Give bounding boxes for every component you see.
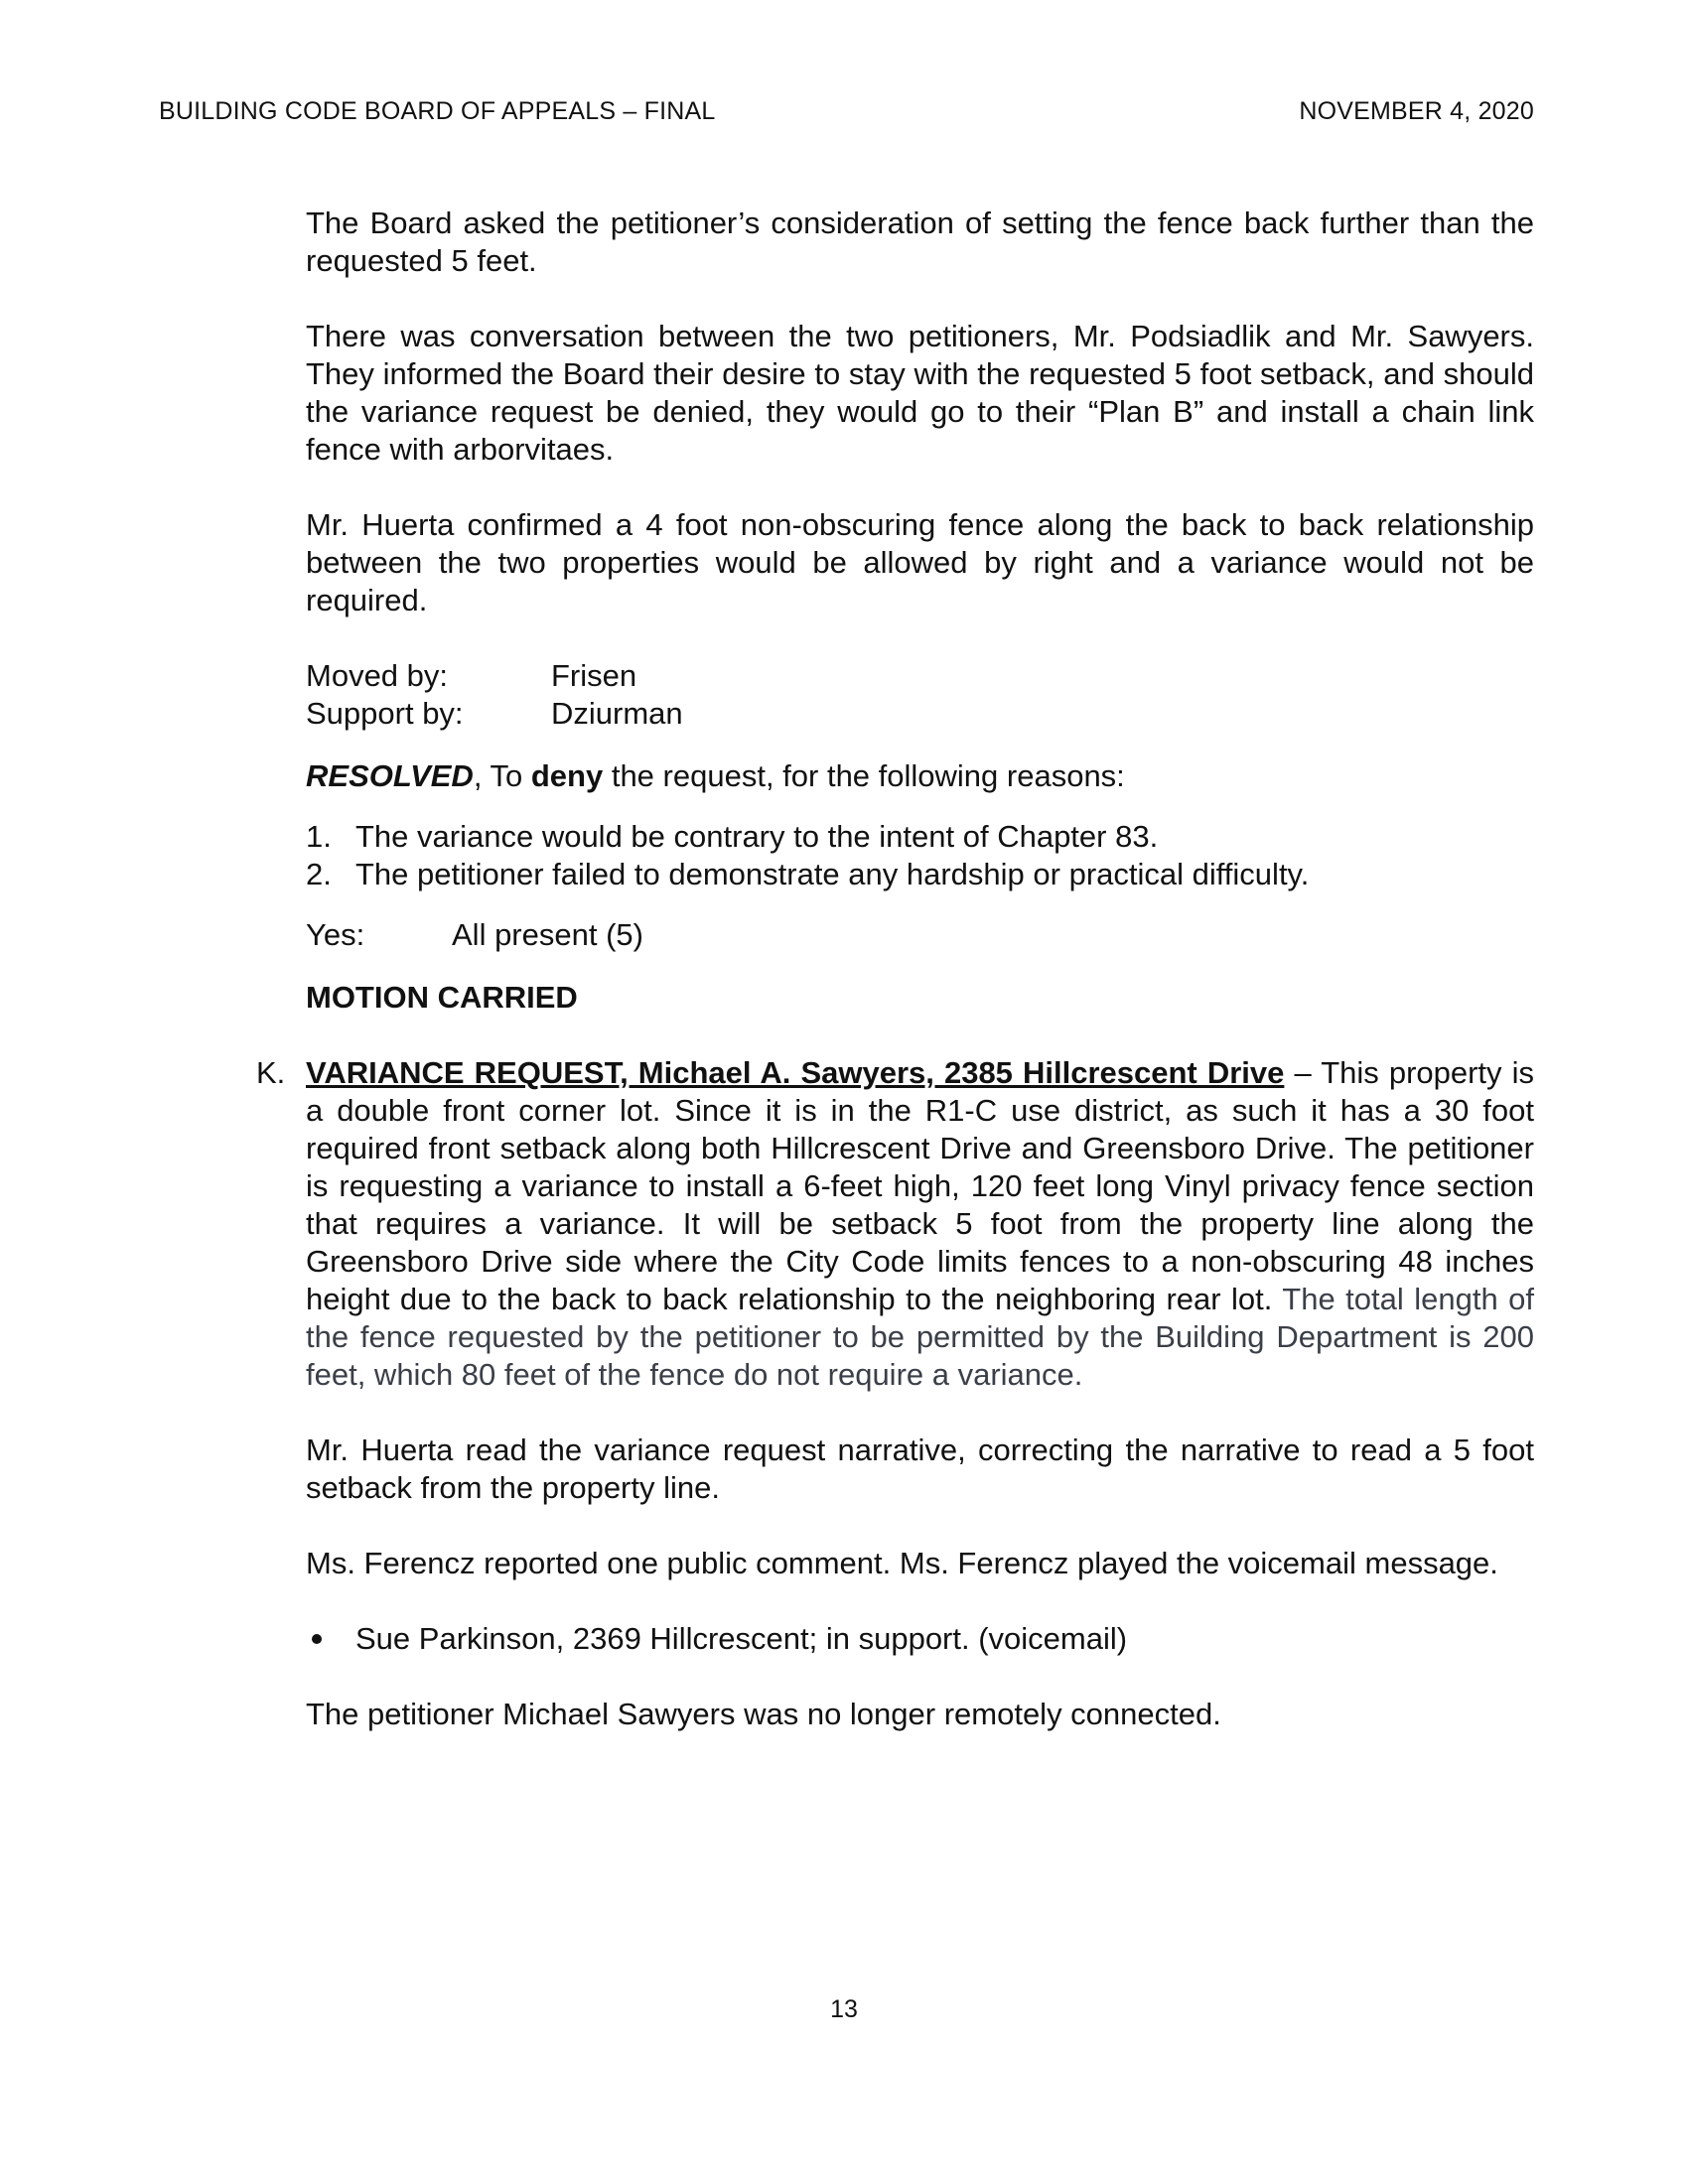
page-number: 13 [830,1995,858,2023]
reason-text: The variance would be contrary to the intent of Chapter 83. [355,819,1159,854]
resolved-deny: deny [530,758,604,793]
header-date: NOVEMBER 4, 2020 [1299,97,1534,125]
resolved-keyword: RESOLVED [306,758,474,793]
header-title: BUILDING CODE BOARD OF APPEALS – FINAL [159,97,716,125]
bullet-icon [312,1634,322,1644]
public-comment-item [306,1620,1534,1658]
document-body [256,205,1535,1771]
item-description: – This property is a double front corner lot. Since it is in the R1-C use district, as such it has a 30 foot required front setback along both Hillcrescent Drive and Greensboro Drive. The petitioner is requesting a variance to install a 6-feet high, 120 feet long Vinyl privacy fence section that requires a variance. It will be setback 5 foot from the property line along the Greensboro Drive side where the City Code limits fences to a non-obscuring 48 inches height due to the back to back relationship to the neighboring rear lot. [306,1055,1535,1316]
list-item [306,856,1534,893]
motion-movers [306,657,1534,733]
moved-by-value: Frisen [551,658,637,693]
reason-number: 1. [306,819,332,854]
item-title: VARIANCE REQUEST, Michael A. Sawyers, 2385 Hillcrescent Drive [306,1055,1285,1090]
agenda-item-k [256,1054,1535,1394]
resolved-rest: the request, for the following reasons: [603,758,1125,793]
motion-carried: MOTION CARRIED [306,980,578,1015]
moved-by-label: Moved by: [306,658,449,693]
paragraph-ferencz: Ms. Ferencz reported one public comment. Ms. Ferencz played the voicemail message. [306,1546,1498,1580]
item-description-gray: The total length of the fence requested by the petitioner to be permitted by the Building Department is 200 feet, which 80 feet of the fence do not require a variance. [306,1282,1534,1392]
reason-text: The petitioner failed to demonstrate any hardship or practical difficulty. [355,857,1310,891]
moved-by-row [306,657,1534,695]
support-by-value: Dziurman [551,696,683,731]
paragraph-board-asked: The Board asked the petitioner’s consideration of setting the fence back further than the requested 5 feet. [306,205,1534,278]
vote-label: Yes: [306,917,365,952]
paragraph-petitioner-disconnected: The petitioner Michael Sawyers was no longer remotely connected. [306,1697,1221,1731]
list-item [306,818,1534,856]
paragraph-huerta-read: Mr. Huerta read the variance request narrative, correcting the narrative to read a 5 foot setback from the property line. [306,1433,1534,1505]
support-by-row [306,695,1534,733]
paragraph-conversation: There was conversation between the two petitioners, Mr. Podsiadlik and Mr. Sawyers. They informed the Board their desire to stay with the requested 5 foot setback, and should the variance request be denied, they would go to their “Plan B” and install a chain link fence with arborvitaes. [306,319,1534,467]
vote-row [306,916,1534,954]
reasons-list [306,818,1534,893]
support-by-label: Support by: [306,696,464,731]
item-letter: K. [256,1055,286,1090]
public-comment-text: Sue Parkinson, 2369 Hillcrescent; in support. (voicemail) [355,1621,1128,1656]
vote-value: All present (5) [452,917,643,952]
paragraph-huerta-confirmed: Mr. Huerta confirmed a 4 foot non-obscuring fence along the back to back relationship between the two properties would be allowed by right and a variance would not be required. [306,507,1534,617]
reason-number: 2. [306,857,332,891]
resolved-statement [306,757,1534,795]
resolved-mid: , To [473,758,531,793]
